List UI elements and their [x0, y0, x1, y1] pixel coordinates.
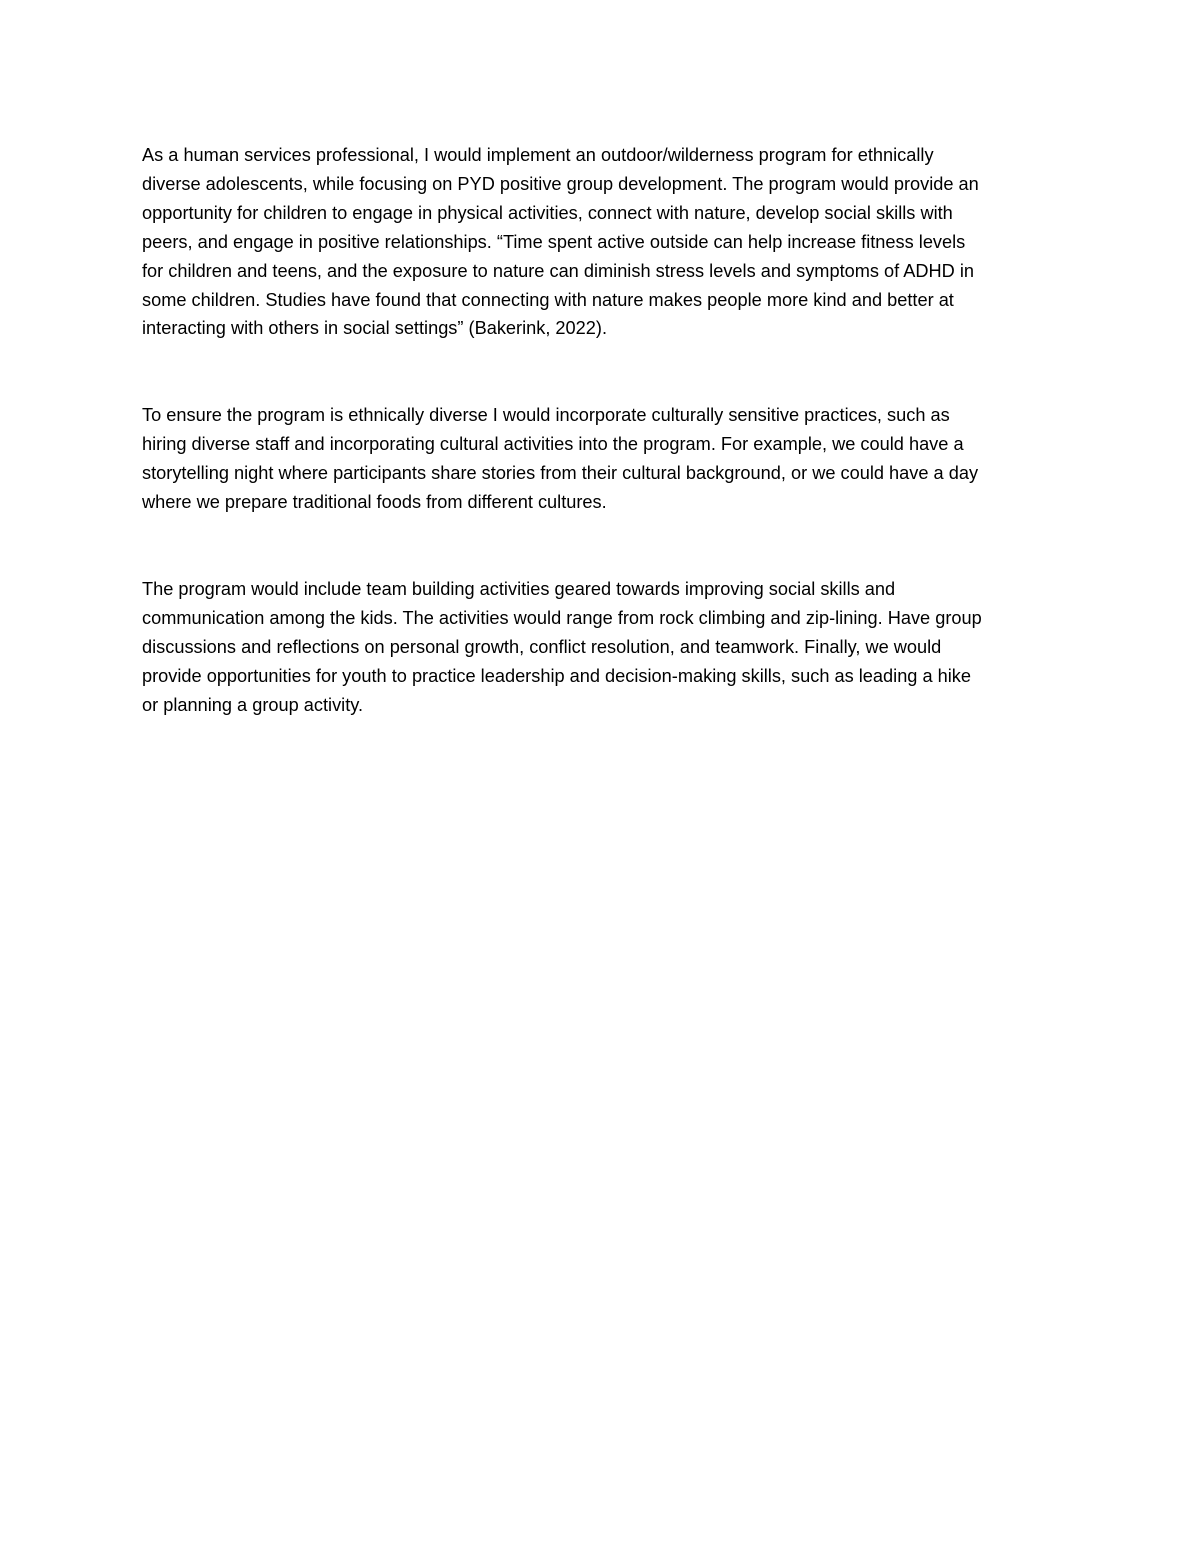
text-line: peers, and engage in positive relationships. “Time spent active outside can help increase fitness levels [142, 231, 966, 252]
text-line: interacting with others in social settings” (Bakerink, 2022). [142, 318, 608, 339]
text-line: some children. Studies have found that connecting with nature makes people more kind and better at [142, 289, 954, 310]
text-line: To ensure the program is ethnically diverse I would incorporate culturally sensitive practices, such as [142, 405, 950, 426]
text-line: storytelling night where participants share stories from their cultural background, or we could have a day [142, 463, 979, 484]
document-body [142, 141, 1072, 720]
paragraph-cultural-diversity [142, 401, 1072, 517]
text-line: As a human services professional, I would implement an outdoor/wilderness program for ethnically [142, 145, 934, 165]
text-line: opportunity for children to engage in physical activities, connect with nature, develop social skills with [142, 202, 953, 223]
text-line: communication among the kids. The activities would range from rock climbing and zip-lining. Have group [142, 607, 982, 628]
text-line: diverse adolescents, while focusing on PYD positive group development. The program would provide an [142, 173, 979, 194]
text-line: provide opportunities for youth to practice leadership and decision-making skills, such as leading a hike [142, 665, 972, 686]
text-line: discussions and reflections on personal growth, conflict resolution, and teamwork. Finally, we would [142, 636, 942, 657]
text-line: where we prepare traditional foods from different cultures. [142, 492, 607, 513]
text-line: hiring diverse staff and incorporating cultural activities into the program. For example, we could have a [142, 434, 964, 455]
paragraph-program-intro [142, 141, 1072, 343]
text-line: or planning a group activity. [142, 694, 364, 715]
text-line: for children and teens, and the exposure to nature can diminish stress levels and symptoms of ADHD in [142, 260, 974, 281]
text-line: The program would include team building activities geared towards improving social skills and [142, 578, 896, 599]
paragraph-team-building [142, 575, 1072, 720]
